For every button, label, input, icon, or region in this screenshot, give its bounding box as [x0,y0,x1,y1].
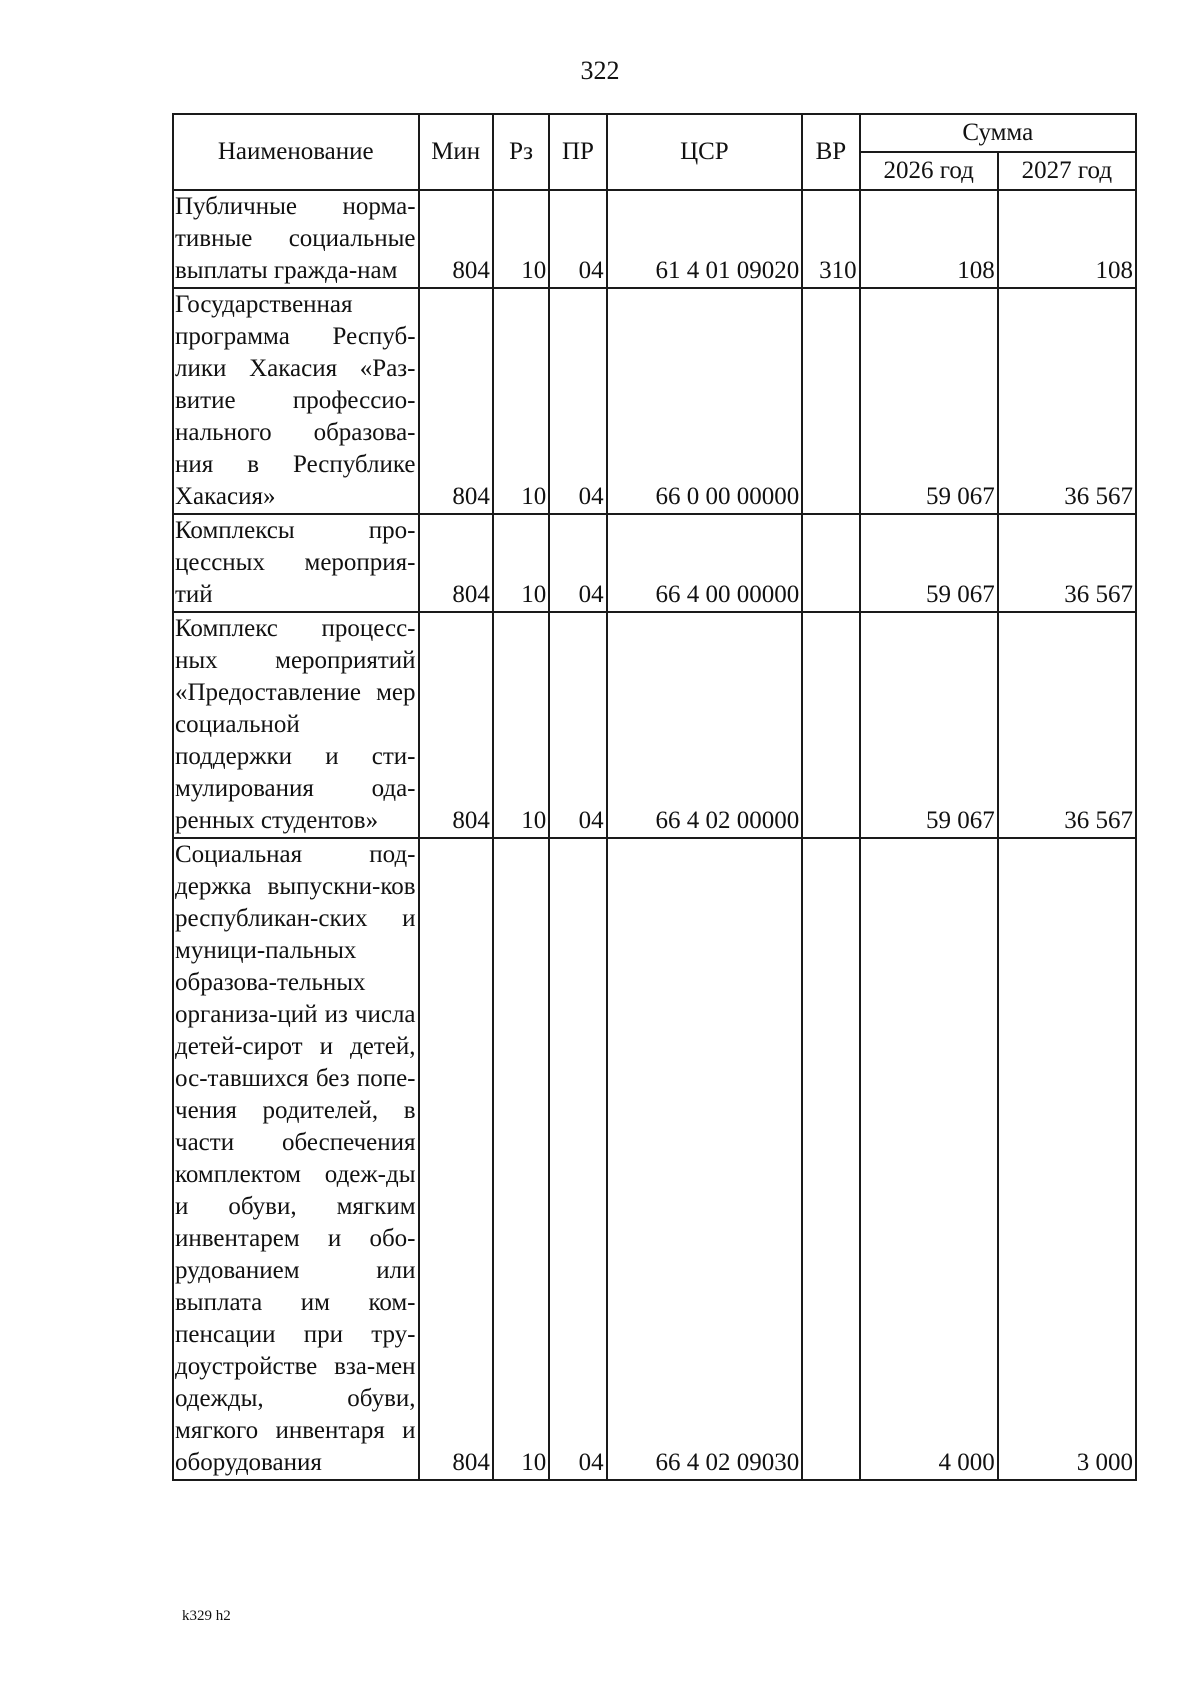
header-vr: ВР [802,114,859,190]
row-pr: 04 [549,514,606,612]
row-vr: 310 [802,190,859,288]
row-csr: 66 4 02 00000 [607,612,803,838]
header-year-2027: 2027 год [998,152,1136,190]
row-min: 804 [419,514,493,612]
row-name: Комплекс процесс-ных мероприятий «Предоставление мер социальной поддержки и сти-мулирования ода-ренных студентов» [173,612,419,838]
header-csr: ЦСР [607,114,803,190]
header-rz: Рз [493,114,549,190]
header-year-2026: 2026 год [860,152,998,190]
row-rz: 10 [493,288,549,514]
row-vr [802,288,859,514]
row-csr: 66 4 00 00000 [607,514,803,612]
header-sum: Сумма [860,114,1136,152]
row-sum-2027: 36 567 [998,612,1136,838]
table-row [173,612,1136,838]
header-name: Наименование [173,114,419,190]
row-sum-2027: 3 000 [998,838,1136,1480]
header-min: Мин [419,114,493,190]
table-row [173,514,1136,612]
row-vr [802,612,859,838]
table-row [173,190,1136,288]
row-pr: 04 [549,190,606,288]
row-vr [802,838,859,1480]
budget-table [172,113,1137,1481]
row-min: 804 [419,288,493,514]
row-pr: 04 [549,838,606,1480]
header-pr: ПР [549,114,606,190]
row-rz: 10 [493,612,549,838]
row-name: Государственная программа Респуб-лики Хакасия «Раз-витие профессио-нального образова-ния в Республике Хакасия» [173,288,419,514]
row-csr: 61 4 01 09020 [607,190,803,288]
page-number: 322 [580,56,620,85]
row-pr: 04 [549,612,606,838]
row-min: 804 [419,612,493,838]
row-sum-2027: 36 567 [998,514,1136,612]
row-sum-2026: 108 [860,190,998,288]
table-row [173,838,1136,1480]
row-sum-2027: 36 567 [998,288,1136,514]
row-sum-2026: 59 067 [860,288,998,514]
row-sum-2027: 108 [998,190,1136,288]
table-header-row [173,114,1136,152]
row-csr: 66 0 00 00000 [607,288,803,514]
row-vr [802,514,859,612]
row-sum-2026: 59 067 [860,514,998,612]
row-min: 804 [419,190,493,288]
row-name: Социальная под-держка выпускни-ков республикан-ских и муници-пальных образова-тельных организа-ций из числа детей-сирот и детей, ос-тавшихся без попе-чения родителей, в части обеспечения комплектом одеж-ды и обуви, мягким инвентарем и обо-рудованием или выплата им ком-пенсации при тру-доустройстве вза-мен одежды, обуви, мягкого инвентаря и оборудования [173,838,419,1480]
row-rz: 10 [493,514,549,612]
row-rz: 10 [493,190,549,288]
row-sum-2026: 4 000 [860,838,998,1480]
row-sum-2026: 59 067 [860,612,998,838]
table-row [173,288,1136,514]
footer-code: k329 h2 [182,1608,231,1624]
row-pr: 04 [549,288,606,514]
row-csr: 66 4 02 09030 [607,838,803,1480]
row-name: Публичные норма-тивные социальные выплаты гражда-нам [173,190,419,288]
row-name: Комплексы про-цессных мероприя-тий [173,514,419,612]
row-rz: 10 [493,838,549,1480]
row-min: 804 [419,838,493,1480]
